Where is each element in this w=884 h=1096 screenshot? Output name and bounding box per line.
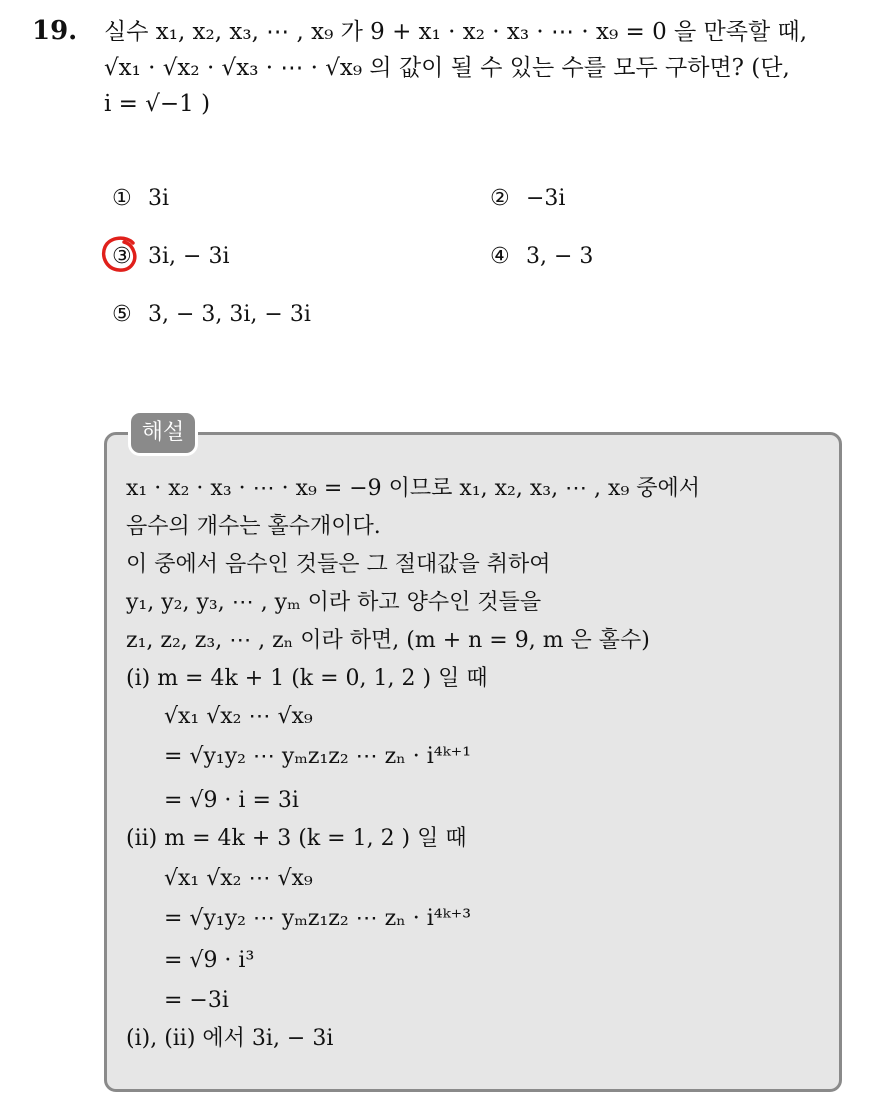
solution-line: y₁, y₂, y₃, ⋯ , yₘ 이라 하고 양수인 것들을: [126, 590, 542, 615]
solution-line: (ii) m = 4k + 3 (k = 1, 2 ) 일 때: [126, 826, 467, 851]
solution-line: √x₁ √x₂ ⋯ √x₉: [164, 704, 313, 729]
problem-line: 실수 x₁, x₂, x₃, ⋯ , x₉ 가 9 + x₁ · x₂ · x₃ · ⋯ · x₉ = 0 을 만족할 때,: [104, 19, 808, 45]
problem-line: √x₁ · √x₂ · √x₃ · ⋯ · √x₉ 의 값이 될 수 있는 수를 모두 구하면? (단,: [104, 55, 790, 81]
choice-1[interactable]: [112, 184, 169, 214]
solution-line: = √9 · i = 3i: [164, 788, 299, 813]
choice-number: ①: [112, 186, 132, 211]
choice-text: 3i: [148, 186, 170, 211]
solution-line: 음수의 개수는 홀수개이다.: [126, 514, 381, 539]
solution-line: = −3i: [164, 988, 229, 1013]
choice-text: 3, − 3: [526, 244, 594, 269]
choice-5[interactable]: [112, 300, 311, 330]
choice-number: ②: [490, 186, 510, 211]
choice-number: ③: [112, 244, 132, 269]
solution-line: = √y₁y₂ ⋯ yₘz₁z₂ ⋯ zₙ · i⁴ᵏ⁺¹: [164, 744, 472, 769]
choice-text: 3i, − 3i: [148, 244, 230, 269]
choice-text: −3i: [526, 186, 566, 211]
choice-text: 3, − 3, 3i, − 3i: [148, 302, 311, 327]
solution-line: (i) m = 4k + 1 (k = 0, 1, 2 ) 일 때: [126, 666, 488, 691]
problem-number: 19.: [32, 16, 78, 46]
solution-line: = √9 · i³: [164, 948, 255, 973]
solution-line: x₁ · x₂ · x₃ · ⋯ · x₉ = −9 이므로 x₁, x₂, x₃, ⋯ , x₉ 중에서: [126, 476, 701, 501]
problem-statement: [104, 14, 864, 122]
solution-line: 이 중에서 음수인 것들은 그 절대값을 취하여: [126, 552, 551, 577]
answer-circle-mark: [100, 234, 140, 274]
choice-2[interactable]: [490, 184, 565, 214]
solution-line: z₁, z₂, z₃, ⋯ , zₙ 이라 하면, (m + n = 9, m 은 홀수): [126, 628, 650, 653]
solution-label: 해설: [128, 410, 198, 456]
solution-line: √x₁ √x₂ ⋯ √x₉: [164, 866, 313, 891]
solution-line: (i), (ii) 에서 3i, − 3i: [126, 1026, 334, 1051]
choice-number: ⑤: [112, 302, 132, 327]
solution-line: = √y₁y₂ ⋯ yₘz₁z₂ ⋯ zₙ · i⁴ᵏ⁺³: [164, 906, 472, 931]
problem-line: i = √−1 ): [104, 91, 211, 117]
choice-4[interactable]: [490, 242, 593, 272]
choice-number: ④: [490, 244, 510, 269]
